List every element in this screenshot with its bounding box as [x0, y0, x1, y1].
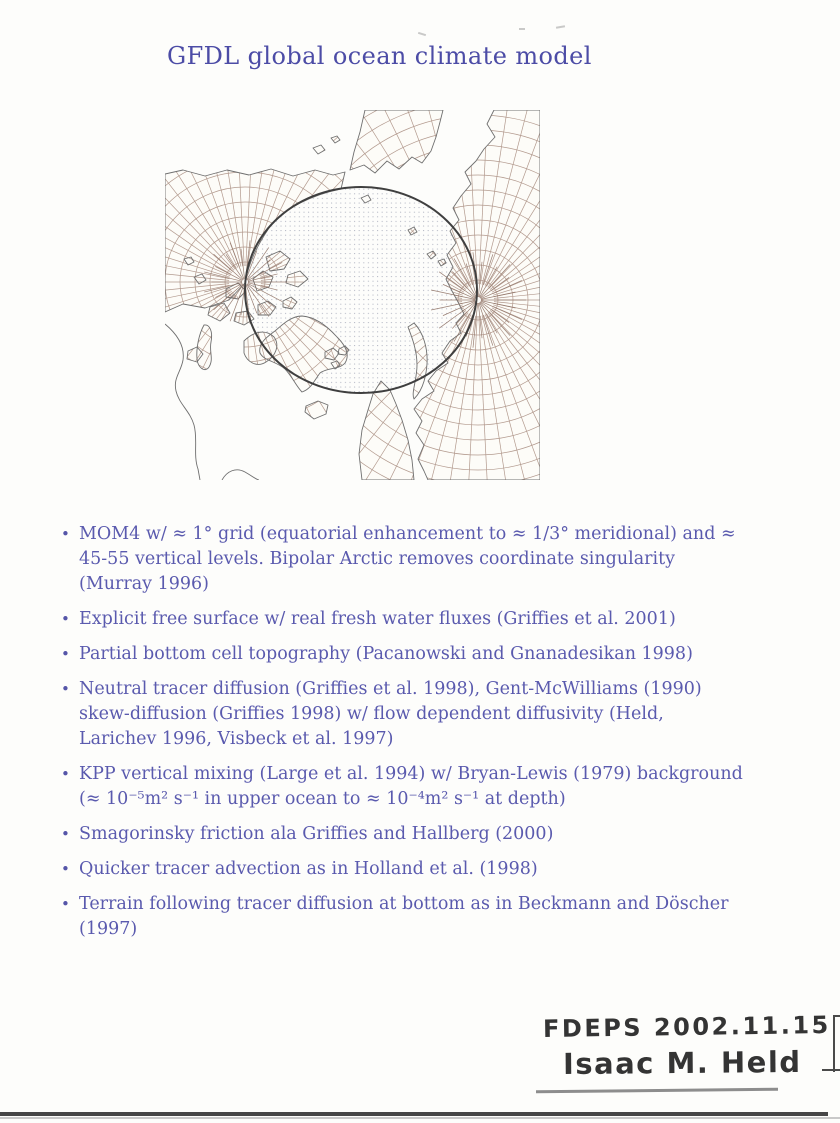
scan-speck — [556, 25, 565, 29]
bullet-item — [60, 677, 746, 752]
bullet-text: Neutral tracer diffusion (Griffies et al. 1998), Gent-McWilliams (1990) skew-diffusion (Griffies 1998) w/ flow dependent diffusivity (Held, Larichev 1996, Visbeck et al. 1997) — [79, 679, 702, 749]
bullet-item — [60, 857, 746, 882]
bullet-text: KPP vertical mixing (Large et al. 1994) w/ Bryan-Lewis (1979) background (≈ 10⁻⁵m² s⁻¹ in upper ocean to ≈ 10⁻⁴m² s⁻¹ at depth) — [79, 764, 743, 809]
bullet-dot: • — [61, 765, 70, 783]
bullet-text: MOM4 w/ ≈ 1° grid (equatorial enhancement to ≈ 1/3° meridional) and ≈ 45-55 vertical levels. Bipolar Arctic removes coordinate singularity (Murray 1996) — [79, 524, 736, 594]
handwritten-event-date: FDEPS 2002.11.15 — [542, 1010, 831, 1044]
bullet-text: Quicker tracer advection as in Holland et al. (1998) — [79, 859, 538, 879]
corner-mark-top-tick — [833, 1015, 840, 1017]
bullet-item — [60, 822, 746, 847]
bullet-dot: • — [61, 680, 70, 698]
handwritten-author: Isaac M. Held — [562, 1044, 802, 1082]
bullet-dot: • — [61, 895, 70, 913]
scan-bottom-edge — [0, 1112, 828, 1116]
bullet-text: Explicit free surface w/ real fresh water fluxes (Griffies et al. 2001) — [79, 609, 676, 629]
bullet-dot: • — [61, 645, 70, 663]
bullet-dot: • — [61, 825, 70, 843]
bullet-item — [60, 892, 746, 942]
corner-mark-vertical — [833, 1015, 835, 1072]
bullet-item — [60, 762, 746, 812]
corner-mark-bottom-tick — [822, 1069, 840, 1071]
bullet-item — [60, 607, 746, 632]
bullet-text: Smagorinsky friction ala Griffies and Hallberg (2000) — [79, 824, 554, 844]
bullet-dot: • — [61, 610, 70, 628]
bullet-dot: • — [61, 525, 70, 543]
scan-speck — [418, 32, 426, 36]
scan-speck — [519, 28, 525, 30]
bullet-text: Partial bottom cell topography (Pacanowski and Gnanadesikan 1998) — [79, 644, 693, 664]
slide-title: GFDL global ocean climate model — [167, 42, 592, 70]
bullet-item — [60, 522, 746, 597]
bullet-item — [60, 642, 746, 667]
scan-bottom-edge-shadow — [0, 1117, 840, 1119]
signature-underline — [536, 1088, 778, 1093]
bullet-dot: • — [61, 860, 70, 878]
bipolar-arctic-grid-map — [165, 110, 540, 480]
bullet-text: Terrain following tracer diffusion at bottom as in Beckmann and Döscher (1997) — [79, 894, 729, 939]
bullet-list — [60, 522, 746, 952]
